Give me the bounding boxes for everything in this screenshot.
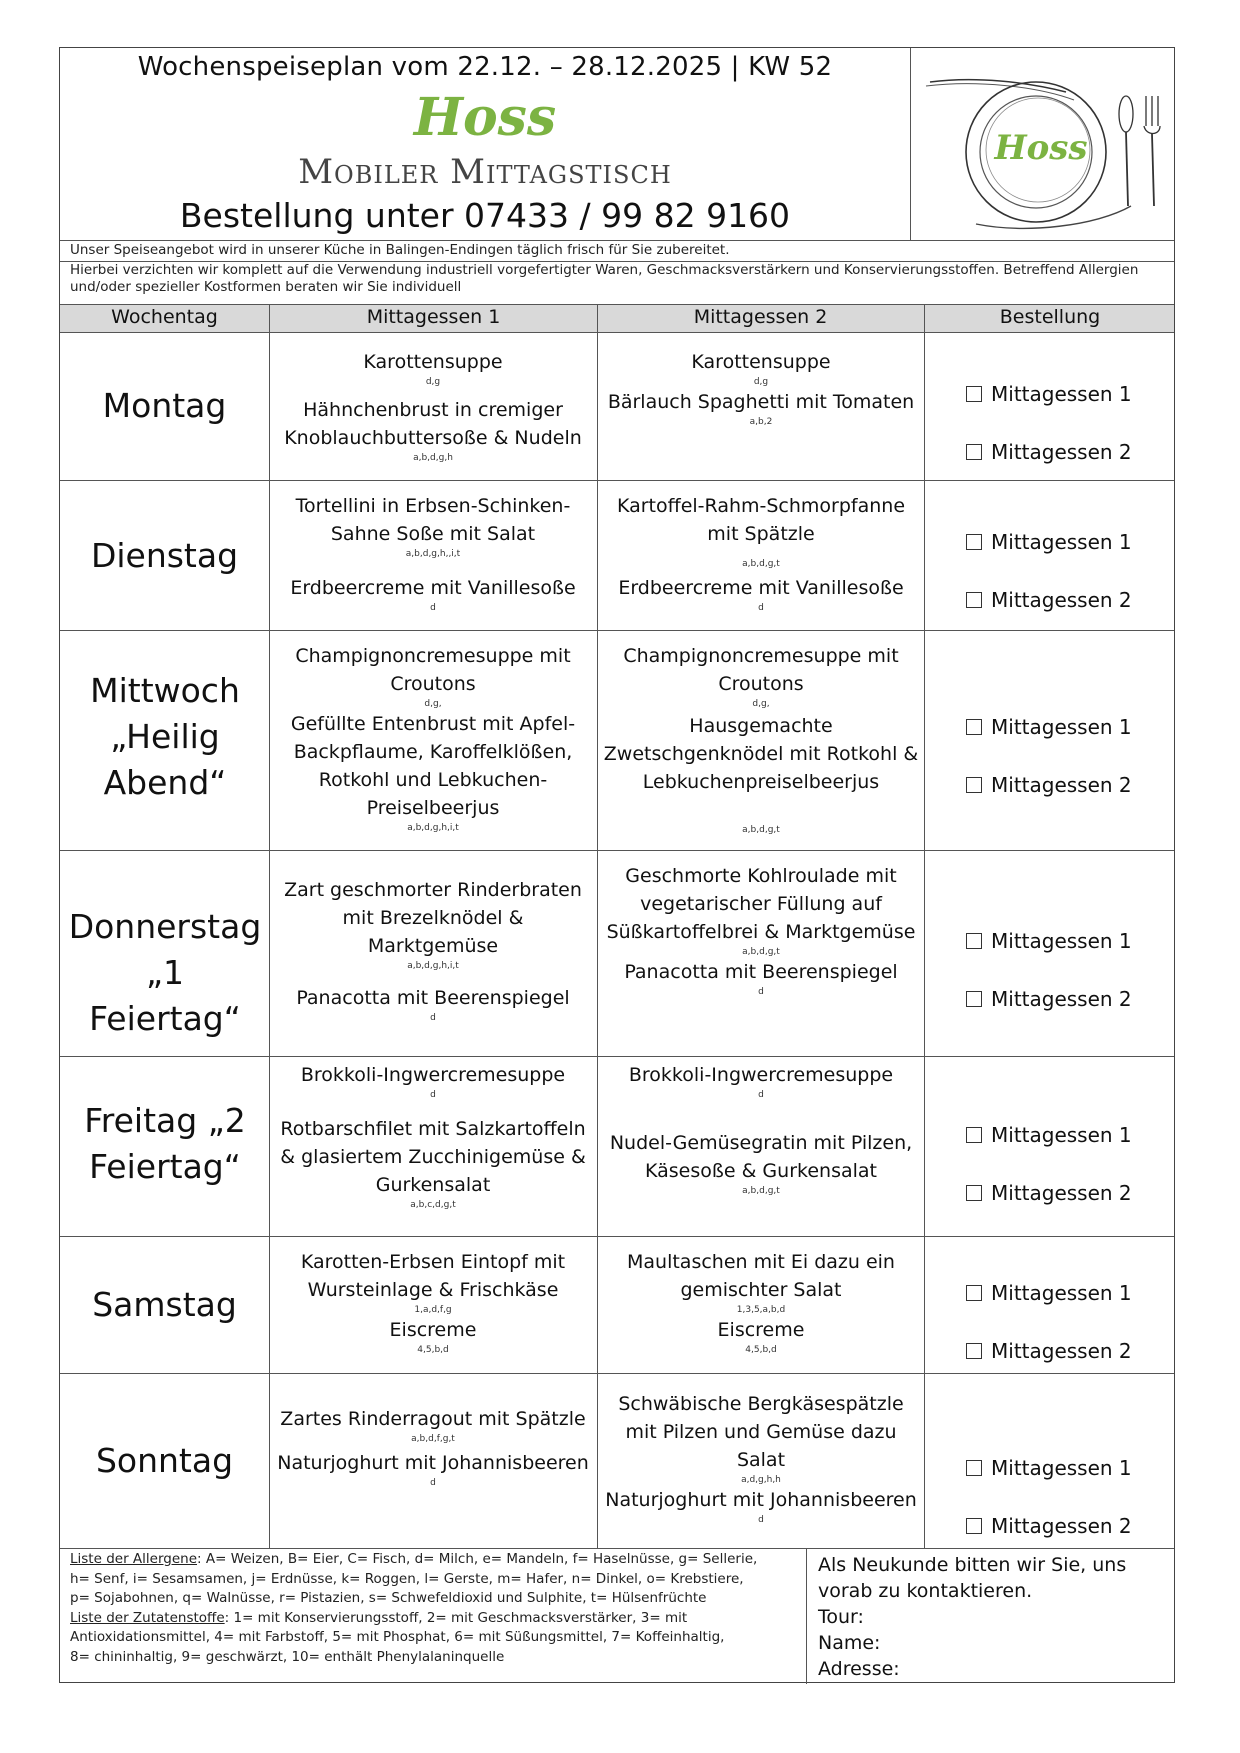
page-title: Wochenspeiseplan vom 22.12. – 28.12.2025 | KW 52 [137, 52, 833, 82]
order-checkbox-freitag-1[interactable]: Mittagessen 1 [966, 1123, 1132, 1147]
order-checkbox-sonntag-2[interactable]: Mittagessen 2 [966, 1514, 1132, 1538]
intro-line-1: Unser Speiseangebot wird in unserer Küche in Balingen-Endingen täglich frisch für Sie zubereitet. [70, 242, 730, 258]
order-checkbox-montag-2[interactable]: Mittagessen 2 [966, 440, 1132, 464]
day-sonntag: Sonntag [95, 1441, 234, 1480]
day-freitag: Freitag „2 Feiertag“ [84, 1101, 246, 1186]
order-checkbox-freitag-2[interactable]: Mittagessen 2 [966, 1181, 1132, 1205]
order-checkbox-dienstag-2[interactable]: Mittagessen 2 [966, 588, 1132, 612]
additive-heading: Liste der Zutatenstoffe [70, 1609, 225, 1626]
donnerstag-mittagessen-2: Geschmorte Kohlroulade mit vegetarischer Füllung auf Süßkartoffelbrei & Marktgemüse a,b,d,g,t Panacotta mit Beerenspiegel d [606, 865, 916, 997]
name-field[interactable]: Name: [818, 1632, 881, 1654]
brand-subtitle: Mobiler Mittagstisch [298, 152, 672, 192]
order-checkbox-dienstag-1[interactable]: Mittagessen 1 [966, 530, 1132, 554]
day-montag: Montag [102, 386, 227, 425]
order-checkbox-mittwoch-1[interactable]: Mittagessen 1 [966, 715, 1132, 739]
order-phone: Bestellung unter 07433 / 99 82 9160 [179, 196, 791, 235]
new-customer-box: Als Neukunde bitten wir Sie, uns vorab zu kontaktieren. Tour: Name: Adresse: [818, 1552, 1168, 1682]
samstag-mittagessen-2: Maultaschen mit Ei dazu ein gemischter Salat 1,3,5,a,b,d Eiscreme 4,5,b,d [627, 1251, 895, 1355]
sonntag-mittagessen-1: Zartes Rinderragout mit Spätzle a,b,d,f,g,t Naturjoghurt mit Johannisbeeren d [277, 1408, 589, 1488]
logo-text: Hoss [994, 128, 1088, 168]
mittwoch-mittagessen-2: Champignoncremesuppe mit Croutons d,g, Hausgemachte Zwetschgenknödel mit Rotkohl & Lebkuchenpreiselbeerjus a,b,d,g,t [603, 645, 919, 835]
montag-mittagessen-1: Karottensuppe d,g Hähnchenbrust in cremiger Knoblauchbuttersoße & Nudeln a,b,d,g,h [284, 351, 582, 463]
day-donnerstag: Donnerstag „1 Feiertag“ [68, 907, 262, 1038]
montag-mittagessen-2: Karottensuppe d,g Bärlauch Spaghetti mit Tomaten a,b,2 [607, 351, 915, 427]
mittwoch-mittagessen-1: Champignoncremesuppe mit Croutons d,g, Gefüllte Entenbrust mit Apfel-Backpflaume, Karoffelklößen, Rotkohl und Lebkuchen-Preiselbeerjus a,b,d,g,h,i,t [290, 645, 576, 833]
intro-line-2: Hierbei verzichten wir komplett auf die Verwendung industriell vorgefertigter Waren, Geschmacksverstärkern und Konservierungsstoffen. Betreffend Allergien und/oder spezieller Kostformen beraten wir Sie individuell [70, 262, 1139, 295]
freitag-mittagessen-1: Brokkoli-Ingwercremesuppe d Rotbarschfilet mit Salzkartoffeln & glasiertem Zucchinigemüse & Gurkensalat a,b,c,d,g,t [280, 1064, 586, 1210]
header-divider [910, 48, 911, 240]
order-checkbox-mittwoch-2[interactable]: Mittagessen 2 [966, 773, 1132, 797]
col-header-mittagessen-1: Mittagessen 1 [366, 306, 501, 328]
donnerstag-mittagessen-1: Zart geschmorter Rinderbraten mit Brezelknödel & Marktgemüse a,b,d,g,h,i,t Panacotta mit Beerenspiegel d [284, 879, 582, 1023]
dienstag-mittagessen-1: Tortellini in Erbsen-Schinken-Sahne Soße mit Salat a,b,d,g,h,,i,t Erdbeercreme mit Vanillesoße d [290, 495, 576, 613]
allergen-heading: Liste der Allergene [70, 1551, 198, 1567]
day-samstag: Samstag [92, 1285, 237, 1324]
sonntag-mittagessen-2: Schwäbische Bergkäsespätzle mit Pilzen und Gemüse dazu Salat a,d,g,h,h Naturjoghurt mit Johannisbeeren d [605, 1393, 917, 1525]
day-dienstag: Dienstag [90, 536, 239, 575]
order-checkbox-donnerstag-2[interactable]: Mittagessen 2 [966, 987, 1132, 1011]
col-header-mittagessen-2: Mittagessen 2 [693, 306, 828, 328]
freitag-mittagessen-2: Brokkoli-Ingwercremesuppe d Nudel-Gemüsegratin mit Pilzen, Käsesoße & Gurkensalat a,b,d,g,t [609, 1064, 913, 1196]
plate-logo [916, 56, 1171, 236]
order-checkbox-montag-1[interactable]: Mittagessen 1 [966, 382, 1132, 406]
day-mittwoch: Mittwoch „Heilig Abend“ [90, 671, 240, 802]
order-checkbox-donnerstag-1[interactable]: Mittagessen 1 [966, 929, 1132, 953]
menu-sheet: Wochenspeiseplan vom 22.12. – 28.12.2025 | KW 52 Hoss Mobiler Mittagstisch Bestellung unter 07433 / 99 82 9160 Hoss Unser Speiseangebot wird in unserer Küche in Balingen-Endingen täglich frisch für Sie zubereitet. Hierbei verzichten wir komplett auf die Verwendung industriell vorgefertigter Waren, Geschmacksverstärkern und Konservierungsstoffen. Betreffend Allergien und/oder spezieller Kostformen beraten wir Sie individuell Wochentag Mittagessen 1 Mittagessen 2 Bestellung Montag Karottensuppe d,g Hähnchenbrust in cremiger Knoblauchbuttersoße & Nudeln a,b,d,g,h Karottensuppe d,g Bärlauch Spaghetti mit Tomaten a,b,2 Mittagessen 1 Mittagessen 2 Dienstag Tortellini in Erbsen-Schinken-Sahne Soße mit Salat a,b,d,g,h,,i,t Erdbeercreme mit Vanillesoße d Kartoffel-Rahm-Schmorpfanne mit Spätzle a,b,d,g,t Erdbeercreme mit Vanillesoße d Mittagessen 1 Mittagessen 2 Mittwoch „Heilig Abend“ Champignoncremesuppe mit Croutons d,g, Gefüllte Entenbrust mit Apfel-Backpflaume, Karoffelklößen, Rotkohl und Lebkuchen-Preiselbeerjus a,b,d,g,h,i,t Champignoncremesuppe mit Croutons d,g, Hausgemachte Zwetschgenknödel mit Rotkohl & Lebkuchenpreiselbeerjus a,b,d,g,t Mittagessen 1 Mittagessen 2 Donnerstag „1 Feiertag“ Zart geschmorter Rinderbraten mit Brezelknödel & Marktgemüse a,b,d,g,h,i,t Panacotta mit Beerenspiegel d Geschmorte Kohlroulade mit vegetarischer Füllung auf Süßkartoffelbrei & Marktgemüse a,b,d,g,t Panacotta mit Beerenspiegel d Mittagessen 1 Mittagessen 2 Freitag „2 Feiertag“ Brokkoli-Ingwercremesuppe d Rotbarschfilet mit Salzkartoffeln & glasiertem Zucchinigemüse & Gurkensalat a,b,c,d,g,t Brokkoli-Ingwercremesuppe d Nudel-Gemüsegratin mit Pilzen, Käsesoße & Gurkensalat a,b,d,g,t Mittagessen 1 Mittagessen 2 Samstag Karotten-Erbsen Eintopf mit Wursteinlage & Frischkäse 1,a,d,f,g Eiscreme 4,5,b,d Maultaschen mit Ei dazu ein gemischter Salat 1,3,5,a,b,d Eiscreme 4,5,b,d Mittagessen 1 Mittagessen 2 Sonntag Zartes Rinderragout mit Spätzle a,b,d,f,g,t Naturjoghurt mit Johannisbeeren d Schwäbische Bergkäsespätzle mit Pilzen und Gemüse dazu Salat a,d,g,h,h Naturjoghurt mit Johannisbeeren d Mittagessen 1 Mittagessen 2 Liste der Allergene: A= Weizen, B= Eier, C= Fisch, d= Milch, e= Mandeln, f= Haselnüsse, g= Sellerie, h= Senf, i= Sesamsamen, j= Erdnüsse, k= Roggen, l= Gerste, m= Hafer, n= Dinkel, o= Krebstiere, p= Sojabohnen, q= Walnüsse, r= Pistazien, s= Schwefeldioxid und Sulphite, t= Hülsenfrüchte Liste der Zutatenstoffe: 1= mit Konservierungsstoff, 2= mit Geschmacksverstärker, 3= mit Antioxidationsmittel, 4= mit Farbstoff, 5= mit Phosphat, 6= mit Süßungsmittel, 7= Koffeinhaltig, 8= chininhaltig, 9= geschwärzt, 10= enthält Phenylalaninquelle Als Neukunde bitten wir Sie, uns vorab zu kontaktieren. Tour: Name: Adresse: [59, 47, 1175, 1683]
order-checkbox-samstag-2[interactable]: Mittagessen 2 [966, 1339, 1132, 1363]
order-checkbox-samstag-1[interactable]: Mittagessen 1 [966, 1281, 1132, 1305]
brand-name: Hoss [413, 87, 557, 148]
col-header-bestellung: Bestellung [999, 306, 1101, 328]
tour-field[interactable]: Tour: [818, 1606, 864, 1628]
dienstag-mittagessen-2: Kartoffel-Rahm-Schmorpfanne mit Spätzle a,b,d,g,t Erdbeercreme mit Vanillesoße d [616, 495, 906, 613]
col-header-wochentag: Wochentag [111, 306, 218, 328]
order-checkbox-sonntag-1[interactable]: Mittagessen 1 [966, 1456, 1132, 1480]
samstag-mittagessen-1: Karotten-Erbsen Eintopf mit Wursteinlage & Frischkäse 1,a,d,f,g Eiscreme 4,5,b,d [300, 1251, 566, 1355]
address-field[interactable]: Adresse: [818, 1658, 900, 1680]
